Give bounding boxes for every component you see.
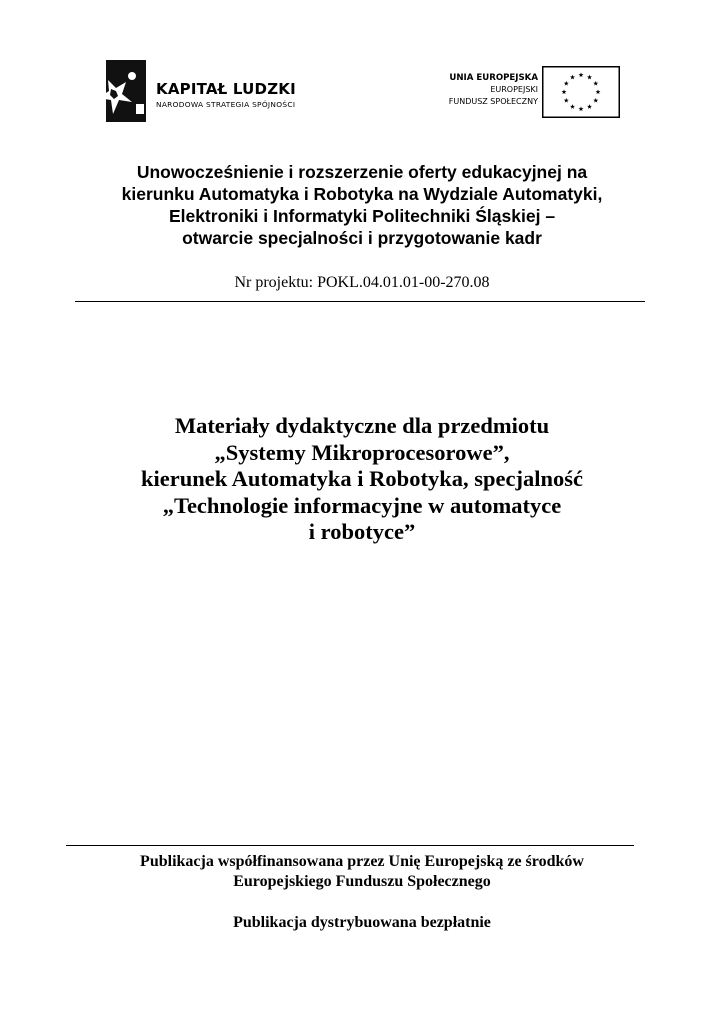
- eu-line-1: UNIA EUROPEJSKA: [449, 73, 538, 83]
- eu-flag-icon: [542, 66, 620, 118]
- kapital-ludzki-logo: [94, 58, 334, 128]
- kapital-ludzki-title: KAPITAŁ LUDZKI: [156, 80, 296, 98]
- project-title-line: kierunku Automatyka i Robotyka na Wydziale Automatyki,: [121, 184, 603, 204]
- funding-note: [60, 852, 664, 892]
- material-title-line: Materiały dydaktyczne dla przedmiotu: [174, 413, 550, 438]
- project-title: [60, 161, 664, 249]
- material-title-line: kierunek Automatyka i Robotyka, specjalność: [141, 466, 583, 491]
- top-divider: [75, 301, 645, 302]
- eu-line-3: FUNDUSZ SPOŁECZNY: [448, 97, 538, 106]
- funding-line: Europejskiego Funduszu Społecznego: [233, 873, 491, 890]
- material-title-line: „Technologie informacyjne w automatyce: [162, 492, 562, 518]
- eu-line-2: EUROPEJSKI: [490, 85, 538, 94]
- material-title-line: „Systemy Mikroprocesorowe”,: [214, 439, 510, 465]
- kapital-ludzki-subtitle: NARODOWA STRATEGIA SPÓJNOŚCI: [156, 100, 296, 109]
- bottom-divider: [66, 845, 634, 846]
- project-title-line: Elektroniki i Informatyki Politechniki Śląskiej –: [168, 206, 556, 226]
- project-title-line: Unowocześnienie i rozszerzenie oferty edukacyjnej na: [136, 162, 588, 182]
- material-title-line: i robotyce”: [308, 519, 416, 544]
- kapital-ludzki-star-icon: [94, 58, 152, 128]
- eu-text: [449, 72, 538, 108]
- funding-line: Publikacja współfinansowana przez Unię Europejską ze środków: [140, 853, 584, 870]
- project-number: Nr projektu: POKL.04.01.01-00-270.08: [234, 274, 490, 291]
- eu-logo: [410, 64, 622, 120]
- project-title-line: otwarcie specjalności i przygotowanie kadr: [182, 228, 542, 248]
- distribution-note: Publikacja dystrybuowana bezpłatnie: [233, 914, 491, 931]
- material-title: [60, 413, 664, 546]
